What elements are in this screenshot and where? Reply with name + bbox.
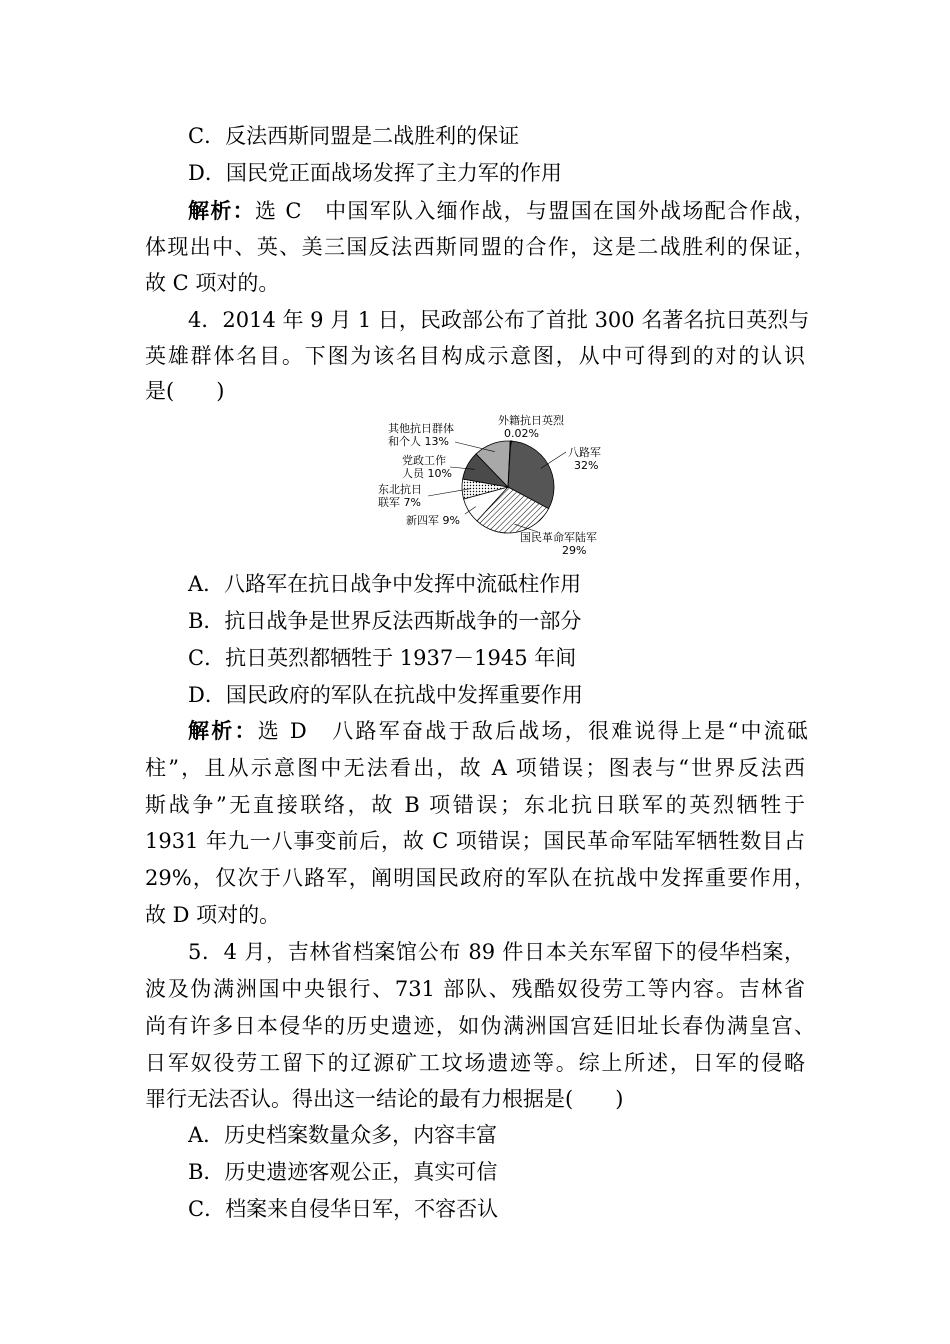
pie-label: 新四军 9% bbox=[406, 514, 460, 527]
q3-analysis-line-2: 体现出中、英、美三国反法西斯同盟的合作，这是二战胜利的保证， bbox=[145, 235, 815, 259]
q4-analysis-line-3: 斯战争”无直接联络，故 B 项错误；东北抗日联军的英烈牺牲于 bbox=[145, 793, 805, 817]
pie-value-label: 29% bbox=[562, 544, 587, 557]
pie-label: 东北抗日 bbox=[378, 483, 422, 496]
q4-analysis-text: 选 D 八路军奋战于敌后战场，很难说得上是“中流砥 bbox=[257, 719, 808, 743]
q5-stem-line-5: 罪行无法否认。得出这一结论的最有力根据是( ) bbox=[145, 1087, 624, 1111]
q5-stem-line-4: 日军奴役劳工留下的辽源矿工坟场遗迹等。综上所述，日军的侵略 bbox=[145, 1051, 805, 1075]
pie-value-label: 32% bbox=[574, 459, 599, 472]
q4-analysis-line-6: 故 D 项对的。 bbox=[145, 903, 281, 927]
pie-chart-svg bbox=[370, 412, 620, 562]
pie-value-label: 0.02% bbox=[504, 427, 539, 440]
q5-option-b: B．历史遗迹客观公正，真实可信 bbox=[188, 1160, 498, 1184]
q3-analysis-label: 解析： bbox=[188, 198, 255, 223]
pie-label: 党政工作 bbox=[402, 454, 446, 467]
pie-label: 外籍抗日英烈 bbox=[498, 414, 564, 427]
pie-slices bbox=[462, 441, 554, 533]
q4-stem-line-2: 英雄群体名目。下图为该名目构成示意图，从中可得到的对的认识 bbox=[145, 344, 805, 368]
pie-label: 八路军 bbox=[568, 446, 601, 459]
pie-chart bbox=[370, 412, 620, 562]
q4-option-d: D．国民政府的军队在抗战中发挥重要作用 bbox=[188, 683, 583, 707]
pie-label: 国民革命军陆军 bbox=[520, 531, 597, 544]
q4-option-b: B．抗日战争是世界反法西斯战争的一部分 bbox=[188, 609, 582, 633]
q4-stem-line-1: 4．2014 年 9 月 1 日，民政部公布了首批 300 名著名抗日英烈与 bbox=[188, 308, 810, 332]
q4-analysis-line-4: 1931 年九一八事变前后，故 C 项错误；国民革命军陆军牺牲数目占 bbox=[145, 829, 805, 853]
q4-analysis-line-1 bbox=[188, 713, 808, 749]
pie-label: 其他抗日群体 bbox=[388, 422, 454, 435]
q4-option-a: A．八路军在抗日战争中发挥中流砥柱作用 bbox=[188, 572, 582, 596]
pie-value-label: 人员 10% bbox=[402, 467, 452, 480]
q5-stem-line-3: 尚有许多日本侵华的历史遗迹，如伪满洲国宫廷旧址长春伪满皇宫、 bbox=[145, 1014, 815, 1038]
pie-value-label: 联军 7% bbox=[378, 496, 421, 509]
q3-option-d: D．国民党正面战场发挥了主力军的作用 bbox=[188, 161, 562, 185]
q3-option-c: C．反法西斯同盟是二战胜利的保证 bbox=[188, 124, 520, 148]
q4-analysis-line-2: 柱”，且从示意图中无法看出，故 A 项错误；图表与“世界反法西 bbox=[145, 756, 805, 780]
q3-analysis-line-3: 故 C 项对的。 bbox=[145, 271, 280, 295]
q3-analysis-line-1 bbox=[188, 193, 815, 229]
q3-analysis-text: 选 C 中国军队入缅作战，与盟国在国外战场配合作战， bbox=[255, 199, 815, 223]
q5-stem-line-1: 5．4 月，吉林省档案馆公布 89 件日本关东军留下的侵华档案， bbox=[188, 940, 805, 964]
q4-analysis-label: 解析： bbox=[188, 718, 258, 743]
q5-option-c: C．档案来自侵华日军，不容否认 bbox=[188, 1197, 499, 1221]
q5-stem-line-2: 波及伪满洲国中央银行、731 部队、残酷奴役劳工等内容。吉林省 bbox=[145, 977, 805, 1001]
q4-analysis-line-5: 29%，仅次于八路军，阐明国民政府的军队在抗战中发挥重要作用， bbox=[145, 866, 815, 890]
q4-stem-line-3: 是( ) bbox=[145, 379, 225, 403]
pie-value-label: 和个人 13% bbox=[388, 435, 449, 448]
q5-option-a: A．历史档案数量众多，内容丰富 bbox=[188, 1123, 498, 1147]
q4-option-c: C．抗日英烈都牺牲于 1937－1945 年间 bbox=[188, 646, 577, 670]
